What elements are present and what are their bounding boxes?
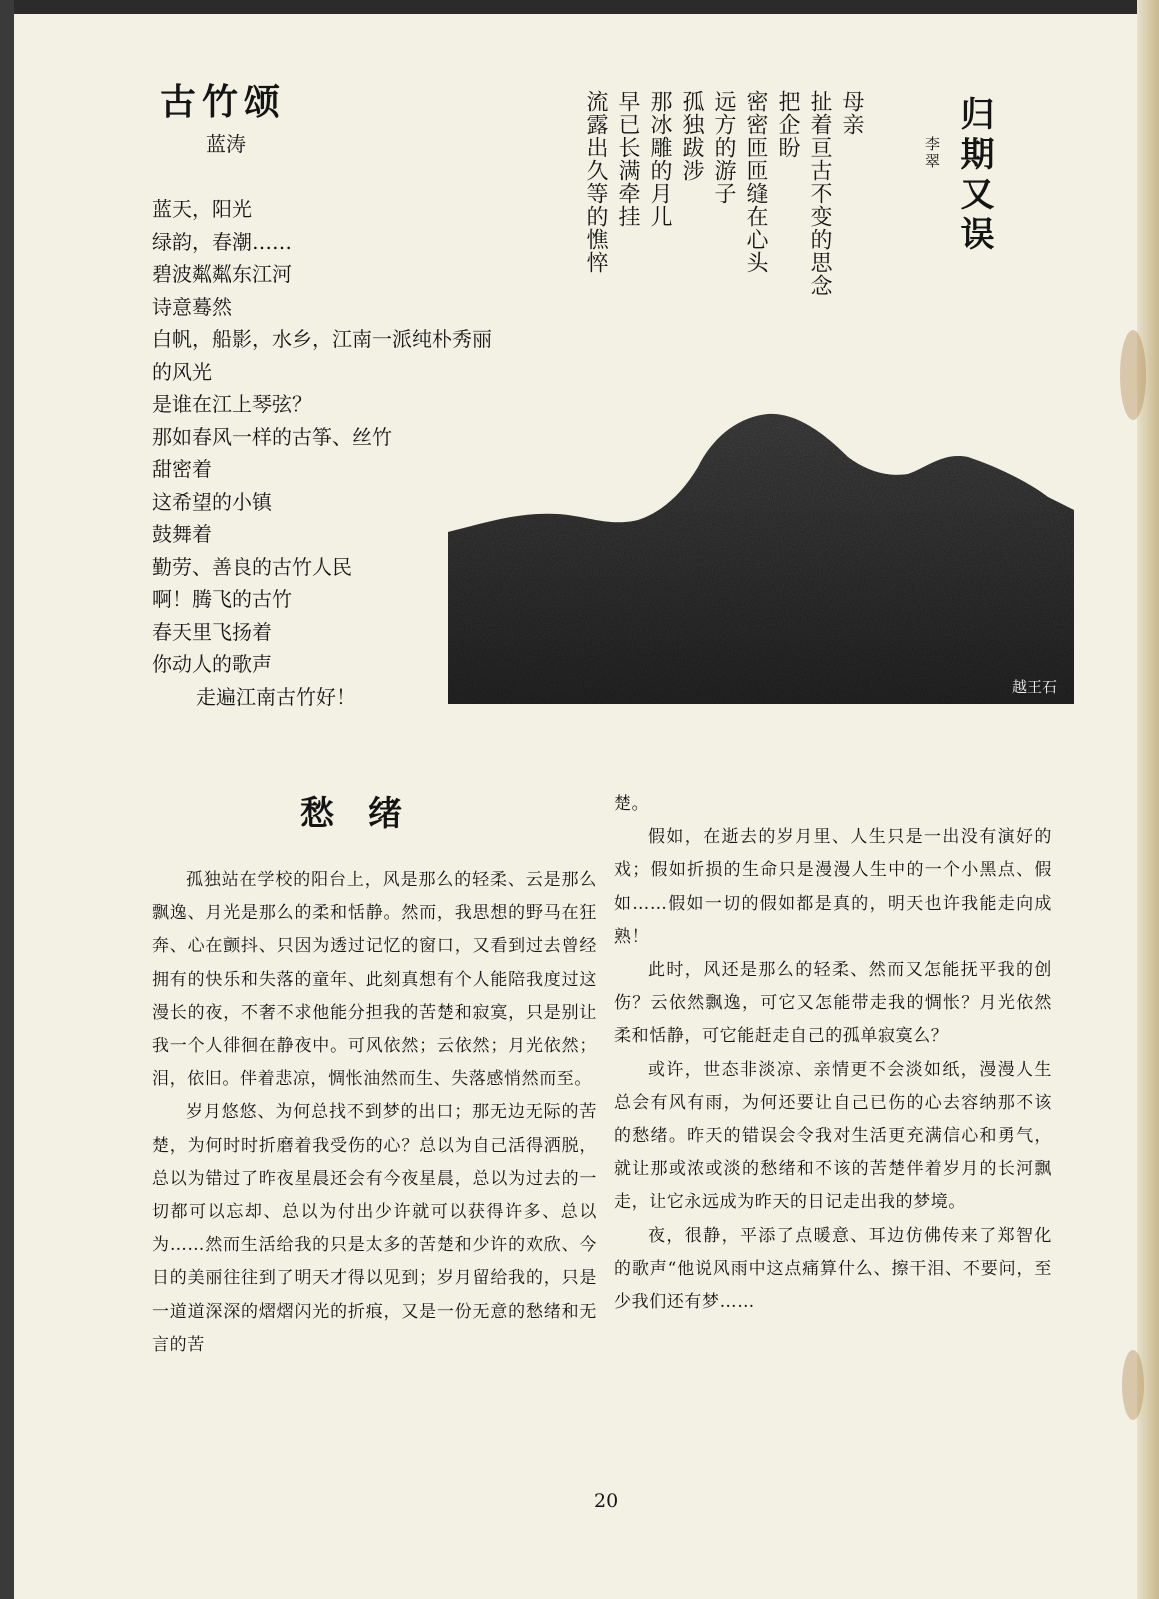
essay-paragraph: 或许，世态非淡凉、亲情更不会淡如纸，漫漫人生总会有风有雨，为何还要让自己已伤的心去容纳那不该的愁绪。昨天的错误会令我对生活更充满信心和勇气，就让那或浓或淡的愁绪和不该的苦楚伴着岁月的长河飘走，让它永远成为昨天的日记走出我的梦境。 <box>614 1059 1052 1213</box>
poem-line: 密密匝匝缝在心头 <box>743 90 768 274</box>
poem2-body <box>579 90 867 297</box>
poem-line: 母亲 <box>839 90 864 136</box>
essay-paragraph: 夜，很静，平添了点暖意、耳边仿佛传来了郑智化的歌声“他说风雨中这点痛算什么、擦干泪、不要问，至少我们还有梦…… <box>614 1225 1052 1313</box>
poem-line: 白帆，船影，水乡，江南一派纯朴秀丽 <box>152 327 492 351</box>
scan-edge-left <box>0 0 14 1599</box>
essay-paragraph: 此时，风还是那么的轻柔、然而又怎能抚平我的创伤？云依然飘逸，可它又怎能带走我的惆怅？月光依然柔和恬静，可它能赶走自己的孤单寂寞么？ <box>614 960 1052 1047</box>
poem2-author: 李翠 <box>923 136 941 170</box>
poem-line: 春天里飞扬着 <box>152 619 272 644</box>
page-number: 20 <box>594 1490 619 1512</box>
essay-paragraph: 假如，在逝去的岁月里、人生只是一出没有演好的戏；假如折损的生命只是漫漫人生中的一个小黑点、假如……假如一切的假如都是真的，明天也许我能走向成熟！ <box>614 827 1052 947</box>
poem-line: 勤劳、善良的古竹人民 <box>152 554 352 579</box>
poem-line: 走遍江南古竹好！ <box>196 684 356 709</box>
poem-line: 绿韵，春潮…… <box>152 229 292 254</box>
poem-line: 甜密着 <box>152 457 212 481</box>
poem-line: 鼓舞着 <box>152 522 212 546</box>
essay-left-column <box>152 864 597 1362</box>
paper-stain <box>1120 330 1146 420</box>
poem1-author: 蓝涛 <box>206 132 246 156</box>
poem-line: 那如春风一样的古筝、丝竹 <box>152 424 392 449</box>
mountain-photo <box>448 412 1074 704</box>
poem-line: 的风光 <box>152 359 212 384</box>
essay-continuation: 楚。 <box>614 794 650 814</box>
poem1-body <box>152 193 492 713</box>
poem-line: 是谁在江上琴弦？ <box>152 392 312 416</box>
poem-line: 啊！腾飞的古竹 <box>152 587 292 611</box>
poem-line: 诗意蓦然 <box>152 294 232 319</box>
poem-line: 把企盼 <box>775 90 800 159</box>
poem-line: 碧波粼粼东江河 <box>152 262 292 286</box>
essay-right-column <box>614 788 1052 1319</box>
scan-edge-top <box>0 0 1159 14</box>
poem-line: 蓝天，阳光 <box>152 197 252 221</box>
essay-paragraph: 岁月悠悠、为何总找不到梦的出口；那无边无际的苦楚，为何时时折磨着我受伤的心？总以为自己活得洒脱，总以为错过了昨夜星晨还会有今夜星晨，总以为过去的一切都可以忘却、总以为付出少许就可以获得许多、总以为……然而生活给我的只是太多的苦楚和少许的欢欣、今日的美丽往往到了明天才得以见到；岁月留给我的，只是一道道深深的熠熠闪光的折痕，又是一份无意的愁绪和无言的苦 <box>152 1102 597 1355</box>
paper-stain <box>1122 1350 1144 1420</box>
poem-line: 那冰雕的月儿 <box>647 90 672 228</box>
poem-line: 远方的游子 <box>711 90 736 205</box>
poem-line: 你动人的歌声 <box>152 652 272 676</box>
essay-paragraph: 孤独站在学校的阳台上，风是那么的轻柔、云是那么飘逸、月光是那么的柔和恬静。然而，我思想的野马在狂奔、心在颤抖、只因为透过记忆的窗口，又看到过去曾经拥有的快乐和失落的童年、此刻真想有个人能陪我度过这漫长的夜，不奢不求他能分担我的苦楚和寂寞，只是别让我一个人徘徊在静夜中。可风依然；云依然；月光依然；泪，依旧。伴着悲凉，惆怅油然而生、失落感悄然而至。 <box>152 870 597 1090</box>
poem1-title: 古竹颂 <box>160 81 287 123</box>
poem-line: 流露出久等的憔悴 <box>583 90 608 274</box>
poem-line: 这希望的小镇 <box>152 489 272 514</box>
photo-caption: 越王石 <box>1012 678 1058 696</box>
poem-line: 扯着亘古不变的思念 <box>807 90 832 297</box>
poem-line: 孤独跋涉 <box>679 90 704 182</box>
essay-title: 愁绪 <box>300 794 436 834</box>
poem2-title: 归期又误 <box>954 96 994 256</box>
poem-line: 早已长满牵挂 <box>615 90 640 228</box>
